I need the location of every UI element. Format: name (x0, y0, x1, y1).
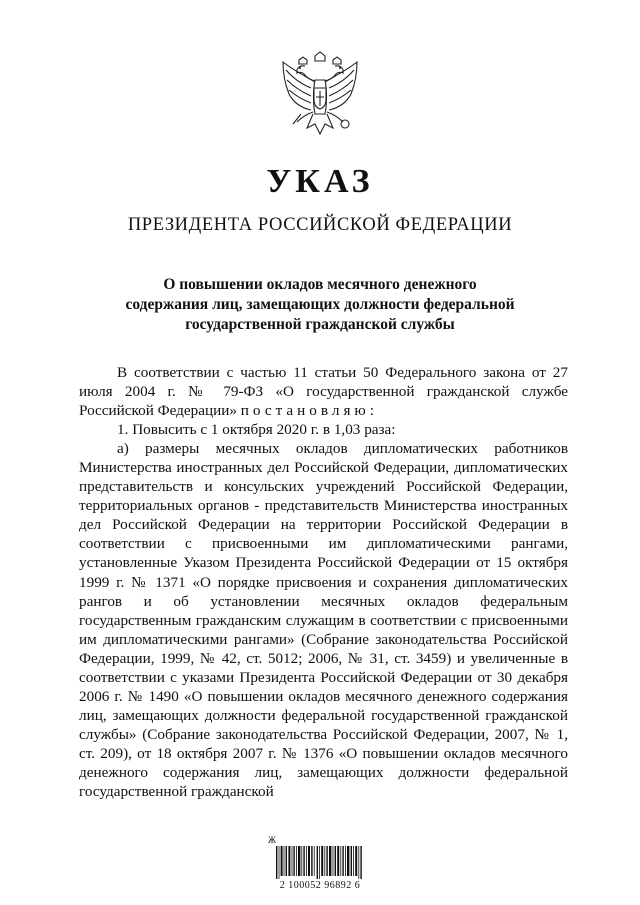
decree-heading-line: государственной гражданской службы (185, 316, 455, 333)
barcode-number: 2 100052 96892 6 (279, 880, 361, 891)
document-title: УКАЗ (266, 163, 374, 200)
document-subtitle: ПРЕЗИДЕНТА РОССИЙСКОЙ ФЕДЕРАЦИИ (127, 215, 513, 235)
decree-body (79, 363, 568, 801)
item-1a-paragraph: а) размеры месячных окладов дипломатических работников Министерства иностранных дел Российской Федерации, дипломатических представительств и консульских учреждений Российской Федерации, территориальных органов - представительств Министерства иностранных дел Российской Федерации на территории Российской Федерации в соответствии с присвоенными им дипломатическими рангами, установленные Указом Президента Российской Федерации от 15 октября 1999 г. № 1371 «О порядке присвоения и сохранения дипломатических рангов и об установлении месячных окладов федеральным государственным гражданским служащим в соответствии с присвоенными им дипломатическими рангами» (Собрание законодательства Российской Федерации, 1999, № 42, ст. 5012; 2006, № 31, ст. 3459) и увеличенные в соответствии с указами Президента Российской Федерации от 30 декабря 2006 г. № 1490 «О повышении окладов месячного денежного содержания лиц, замещающих должности федеральной государственной гражданской службы» (Собрание законодательства Российской Федерации, 2007, № 1, ст. 209), от 18 октября 2007 г. № 1376 «О повышении окладов месячного денежного содержания лиц, замещающих должности федеральной государственной гражданской (79, 440, 568, 801)
barcode-block (268, 835, 372, 897)
item-1-paragraph: 1. Повысить с 1 октября 2020 г. в 1,03 раза: (117, 421, 396, 439)
decree-heading (70, 275, 570, 335)
barcode-icon (276, 846, 362, 879)
preamble-paragraph (79, 363, 568, 420)
barcode-mark: Ж (268, 835, 277, 845)
decree-heading-line: содержания лиц, замещающих должности федеральной (125, 296, 515, 313)
decree-word: постановляю: (240, 402, 378, 420)
preamble-text: В соответствии с частью 11 статьи 50 Федерального закона от 27 июля 2004 г. № 79-ФЗ «О государственной гражданской службе Российской Федерации» (79, 364, 568, 420)
decree-heading-line: О повышении окладов месячного денежного (163, 276, 477, 293)
double-headed-eagle-emblem-icon (271, 50, 369, 150)
